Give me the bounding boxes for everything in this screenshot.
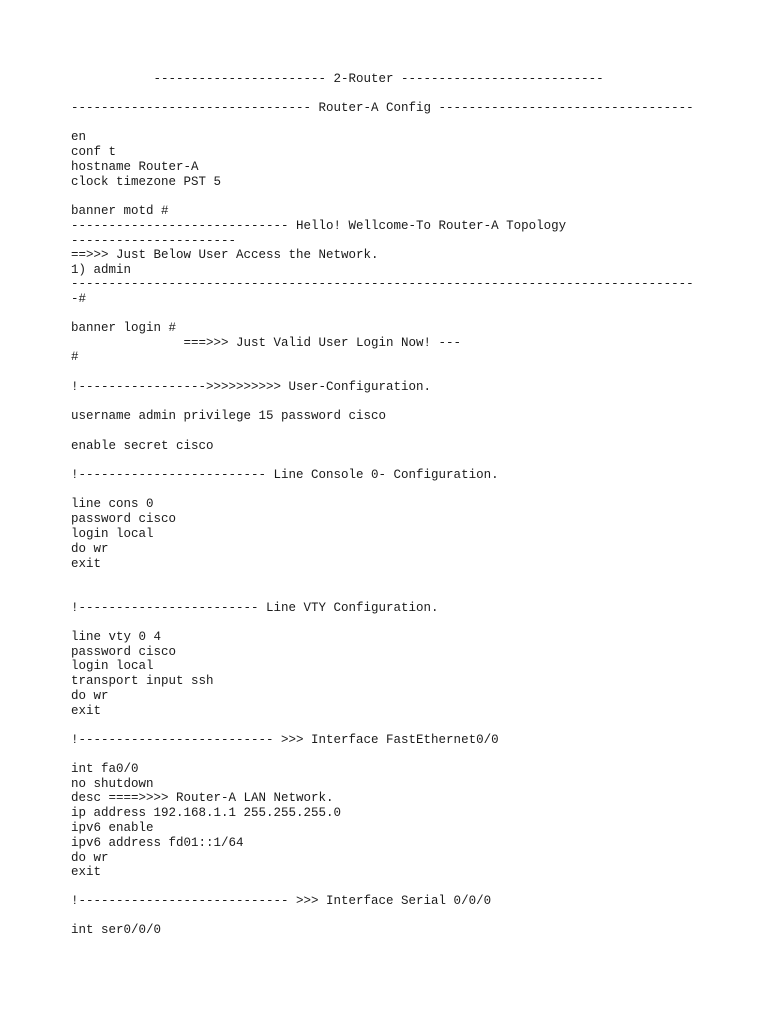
config-line: en <box>71 130 87 144</box>
config-line: hostname Router-A <box>71 160 199 174</box>
config-line: enable secret cisco <box>71 439 214 453</box>
config-line: password cisco <box>71 512 177 526</box>
config-line: line cons 0 <box>71 497 154 511</box>
config-line: int fa0/0 <box>71 762 139 776</box>
config-line: transport input ssh <box>71 674 214 688</box>
config-line: do wr <box>71 851 109 865</box>
config-line: -# <box>71 292 87 306</box>
config-line: int ser0/0/0 <box>71 923 162 937</box>
config-line: do wr <box>71 689 109 703</box>
config-line: ---------------------- <box>71 234 237 248</box>
config-line: banner motd # <box>71 204 169 218</box>
config-line: ----------------------------- Hello! Wellcome-To Router-A Topology <box>71 219 567 233</box>
config-line: clock timezone PST 5 <box>71 175 222 189</box>
config-line: ==>>> Just Below User Access the Network. <box>71 248 379 262</box>
config-line: do wr <box>71 542 109 556</box>
config-line: no shutdown <box>71 777 154 791</box>
config-line: 1) admin <box>71 263 132 277</box>
config-line: !------------------------ Line VTY Configuration. <box>71 601 439 615</box>
config-line: -------------------------------- Router-A Config ---------------------------------- <box>71 101 694 115</box>
config-line: banner login # <box>71 321 177 335</box>
config-line: !----------------->>>>>>>>>> User-Configuration. <box>71 380 432 394</box>
config-line: username admin privilege 15 password cisco <box>71 409 387 423</box>
config-line: ----------------------------------------------------------------------------------- <box>71 277 694 291</box>
config-line: ip address 192.168.1.1 255.255.255.0 <box>71 806 342 820</box>
config-line: exit <box>71 704 102 718</box>
config-line: !-------------------------- >>> Interface FastEthernet0/0 <box>71 733 499 747</box>
config-line: !---------------------------- >>> Interface Serial 0/0/0 <box>71 894 492 908</box>
config-line: ----------------------- 2-Router --------------------------- <box>71 72 604 86</box>
config-line: line vty 0 4 <box>71 630 162 644</box>
config-line: login local <box>71 527 154 541</box>
config-line: desc ====>>>> Router-A LAN Network. <box>71 791 334 805</box>
config-line: ipv6 enable <box>71 821 154 835</box>
config-line: password cisco <box>71 645 177 659</box>
config-line: # <box>71 350 79 364</box>
config-line: conf t <box>71 145 117 159</box>
config-line: exit <box>71 557 102 571</box>
config-line: ipv6 address fd01::1/64 <box>71 836 244 850</box>
config-line: !------------------------- Line Console 0- Configuration. <box>71 468 499 482</box>
config-line: login local <box>71 659 154 673</box>
config-line: ===>>> Just Valid User Login Now! --- <box>71 336 462 350</box>
config-line: exit <box>71 865 102 879</box>
